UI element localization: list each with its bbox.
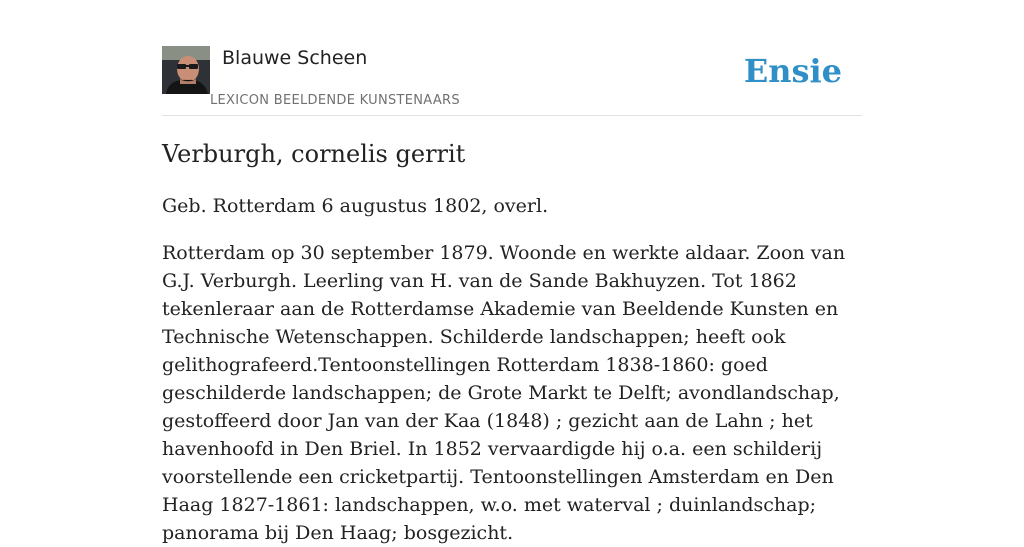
page-header (162, 46, 862, 116)
avatar-photo-icon (162, 46, 210, 94)
ensie-logo-link[interactable]: Ensie (743, 52, 842, 90)
article-paragraph: Geb. Rotterdam 6 augustus 1802, overl. (162, 195, 549, 217)
header-divider (162, 115, 862, 116)
article (162, 138, 862, 547)
lexicon-title[interactable]: LEXICON BEELDENDE KUNSTENAARS (210, 93, 460, 108)
author-name[interactable]: Blauwe Scheen (222, 47, 368, 69)
author-avatar[interactable] (162, 46, 210, 94)
article-title: Verburgh, cornelis gerrit (162, 140, 466, 168)
article-paragraph: Rotterdam op 30 september 1879. Woonde en werkte aldaar. Zoon van G.J. Verburgh. Leerling van H. van de Sande Bakhuyzen. Tot 1862 tekenleraar aan de Rotterdamse Akademie van Beeldende Kunsten en Technische Wetenschappen. Schilderde landschappen; heeft ook gelithografeerd.Tentoonstellingen Rotterdam 1838-1860: goed geschilderde landschappen; de Grote Markt te Delft; avondlandschap, gestoffeerd door Jan van der Kaa (1848) ; gezicht aan de Lahn ; het havenhoofd in Den Briel. In 1852 vervaardigde hij o.a. een schilderij voorstellende een cricketpartij. Tentoonstellingen Amsterdam en Den Haag 1827-1861: landschappen, w.o. met waterval ; duinlandschap; panorama bij Den Haag; bosgezicht. (162, 242, 846, 544)
